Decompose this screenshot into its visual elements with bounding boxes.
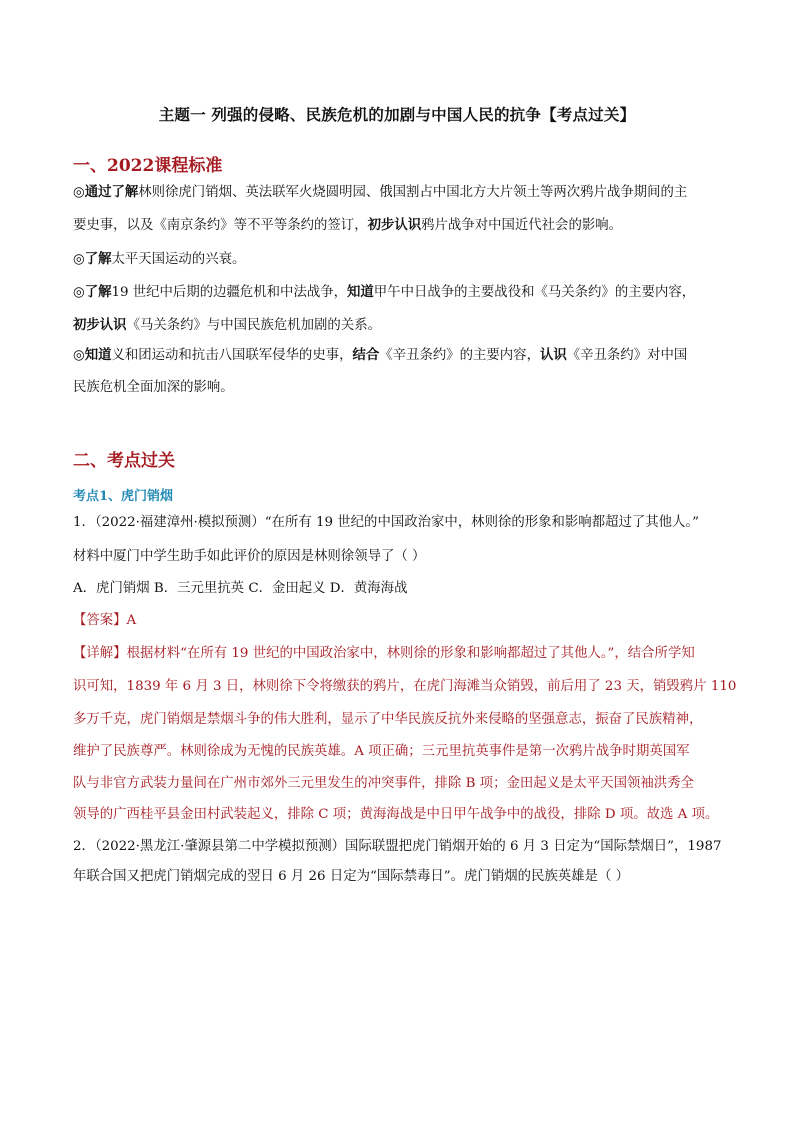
question-1-options: A．虎门销烟 B．三元里抗英 C．金田起义 D．黄海海战 <box>73 581 408 596</box>
bold-keyword: 认识 <box>539 347 567 363</box>
question-1-detail-line-2: 识可知，1839 年 6 月 3 日，林则徐下令将缴获的鸦片，在虎门海滩当众销毁，前后用了 23 天，销毁鸦片 110 <box>73 679 737 694</box>
text-run: 甲午中日战争的主要战役和《马关条约》的主要内容， <box>373 285 696 300</box>
bold-keyword: 了解 <box>84 251 112 267</box>
text-run: ◎ <box>73 185 85 200</box>
bold-keyword: 初步认识 <box>367 217 422 233</box>
bold-keyword: 通过了解 <box>84 184 139 200</box>
section-heading-kaodian: 二、考点过关 <box>73 451 175 471</box>
text-run: 要史事，以及《南京条约》等不平等条约的签订， <box>73 218 368 233</box>
question-1-answer: 【答案】A <box>73 613 137 628</box>
question-1-detail-line-3: 多万千克，虎门销烟是禁烟斗争的伟大胜利，显示了中华民族反抗外来侵略的坚强意志，振奋了民族精神， <box>73 712 703 727</box>
text-run: ◎ <box>73 348 85 363</box>
curriculum-item-2-line-1 <box>73 250 245 269</box>
curriculum-item-4-line-2 <box>73 379 234 397</box>
curriculum-item-1-line-1 <box>73 183 687 202</box>
curriculum-item-3-line-1 <box>73 283 695 302</box>
text-run: 《辛丑条约》的主要内容， <box>379 348 540 363</box>
detail-label: 【详解】 <box>73 646 127 661</box>
question-1-detail-line-6: 领导的广西桂平县金田村武装起义，排除 C 项；黄海海战是中日甲午战争中的战役，排除 D 项。故选 A 项。 <box>73 807 719 822</box>
question-1-line-1: 1．（2022·福建漳州·模拟预测）“在所有 19 世纪的中国政治家中，林则徐的形象和影响都超过了其他人。” <box>73 515 699 530</box>
question-1-line-2: 材料中厦门中学生助手如此评价的原因是林则徐领导了（ ） <box>73 549 426 564</box>
section-heading-curriculum: 一、2022课程标准 <box>73 156 223 176</box>
kaodian-1-heading: 考点1、虎门销烟 <box>73 489 174 504</box>
text-run: 义和团运动和抗击八国联军侵华的史事， <box>111 348 353 363</box>
text-run: 19 世纪中后期的边疆危机和中法战争， <box>111 285 348 300</box>
bold-keyword: 知道 <box>347 284 374 300</box>
detail-text: 根据材料“在所有 19 世纪的中国政治家中，林则徐的形象和影响都超过了其他人。”，结合所学知 <box>126 646 695 661</box>
curriculum-item-1-line-2 <box>73 216 622 235</box>
question-2-line-2: 年联合国又把虎门销烟完成的翌日 6 月 26 日定为“国际禁毒日”。虎门销烟的民族英雄是（ ） <box>73 869 629 884</box>
text-run: 民族危机全面加深的影响。 <box>73 380 234 395</box>
curriculum-item-3-line-2 <box>73 316 381 335</box>
text-run: ◎ <box>73 252 85 267</box>
text-run: 《马关条约》与中国民族危机加剧的关系。 <box>126 318 381 333</box>
text-run: 《辛丑条约》对中国 <box>566 348 688 363</box>
question-1-detail-line-4: 维护了民族尊严。林则徐成为无愧的民族英雄。A 项正确；三元里抗英事件是第一次鸦片战争时期英国军 <box>73 744 690 759</box>
question-1-detail-line-5: 队与非官方武装力量间在广州市郊外三元里发生的冲突事件，排除 B 项；金田起义是太平天国领袖洪秀全 <box>73 776 694 791</box>
bold-keyword: 知道 <box>84 347 112 363</box>
bold-keyword: 初步认识 <box>73 317 127 333</box>
curriculum-item-4-line-1 <box>73 346 687 365</box>
text-run: ◎ <box>73 285 85 300</box>
bold-keyword: 结合 <box>352 347 380 363</box>
question-2-line-1: 2．（2022·黑龙江·肇源县第二中学模拟预测）国际联盟把虎门销烟开始的 6 月 3 日定为“国际禁烟日”，1987 <box>73 839 722 854</box>
page-title: 主题一 列强的侵略、民族危机的加剧与中国人民的抗争【考点过关】 <box>158 105 636 124</box>
question-1-detail-line-1 <box>73 645 695 663</box>
text-run: 林则徐虎门销烟、英法联军火烧圆明园、俄国割占中国北方大片领土等两次鸦片战争期间的主 <box>138 185 688 200</box>
text-run: 鸦片战争对中国近代社会的影响。 <box>421 218 623 233</box>
bold-keyword: 了解 <box>84 284 112 300</box>
text-run: 太平天国运动的兴衰。 <box>111 252 246 267</box>
